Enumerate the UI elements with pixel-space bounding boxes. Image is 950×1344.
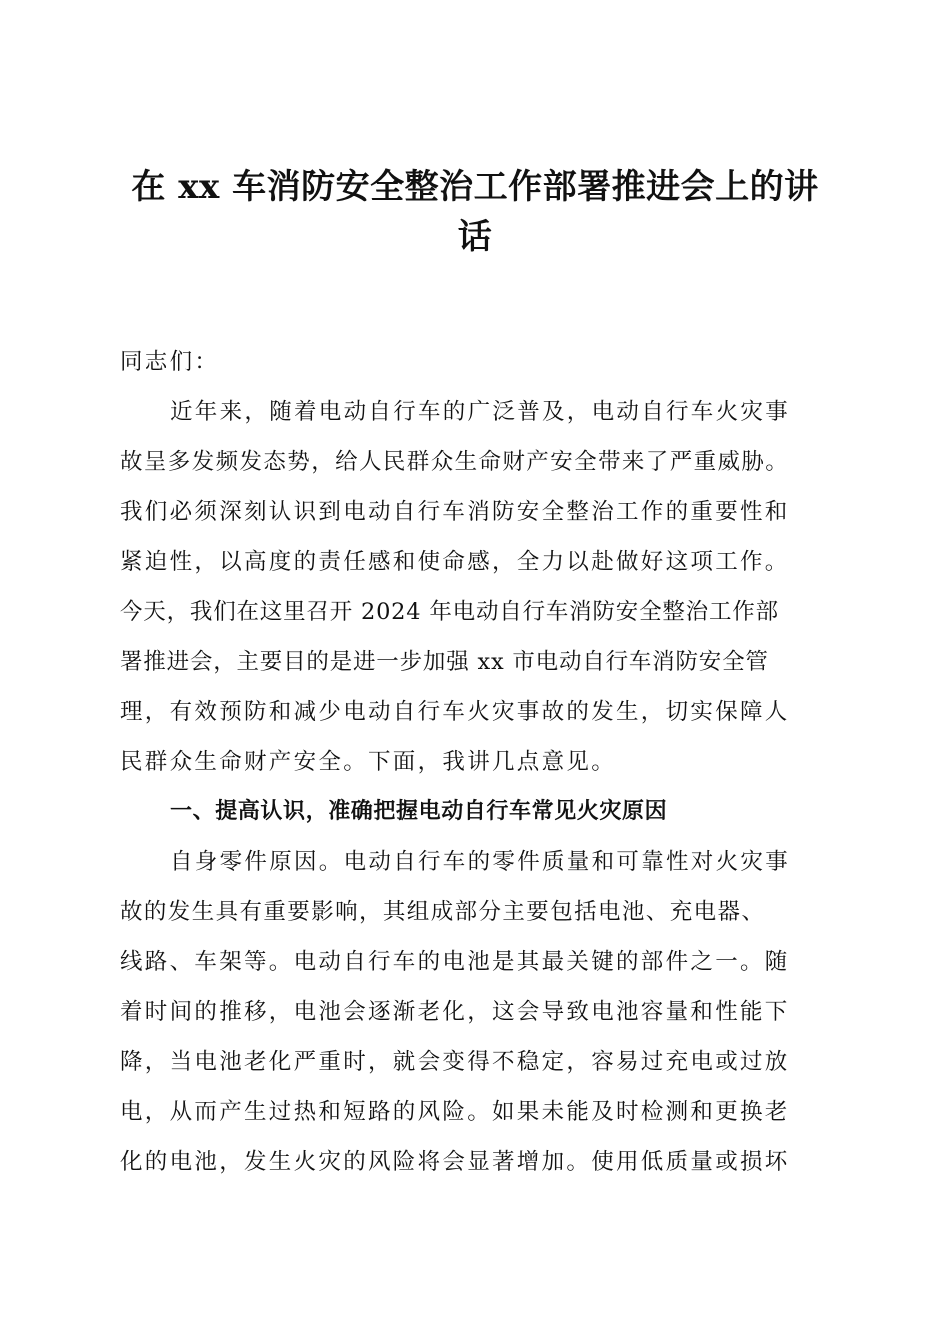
section-paragraph-line: 降，当电池老化严重时，就会变得不稳定，容易过充电或过放 — [120, 1049, 790, 1075]
salutation: 同志们： — [120, 349, 220, 375]
title-line-1: 在 xx 车消防安全整治工作部署推进会上的讲 — [131, 167, 819, 207]
title-line-2: 话 — [457, 217, 493, 257]
intro-paragraph-line: 近年来，随着电动自行车的广泛普及，电动自行车火灾事 — [170, 399, 791, 425]
intro-paragraph-line: 署推进会，主要目的是进一步加强 xx 市电动自行车消防安全管 — [120, 649, 769, 675]
section-paragraph-line: 线路、车架等。电动自行车的电池是其最关键的部件之一。随 — [120, 949, 790, 975]
intro-paragraph-line: 今天，我们在这里召开 2024 年电动自行车消防安全整治工作部 — [120, 599, 779, 625]
intro-paragraph-line: 故呈多发频发态势，给人民群众生命财产安全带来了严重威胁。 — [120, 449, 790, 475]
intro-paragraph-line: 紧迫性，以高度的责任感和使命感，全力以赴做好这项工作。 — [120, 549, 790, 575]
section-paragraph-line: 故的发生具有重要影响，其组成部分主要包括电池、充电器、 — [120, 899, 766, 925]
intro-paragraph-line: 理，有效预防和减少电动自行车火灾事故的发生，切实保障人 — [120, 699, 790, 725]
section-paragraph-line: 着时间的推移，电池会逐渐老化，这会导致电池容量和性能下 — [120, 999, 790, 1025]
document-title — [110, 162, 840, 262]
intro-paragraph-line: 民群众生命财产安全。下面，我讲几点意见。 — [120, 749, 617, 775]
intro-paragraph-line: 我们必须深刻认识到电动自行车消防安全整治工作的重要性和 — [120, 499, 790, 525]
section-paragraph-line: 自身零件原因。电动自行车的零件质量和可靠性对火灾事 — [170, 849, 791, 875]
section-paragraph-line: 电，从而产生过热和短路的风险。如果未能及时检测和更换老 — [120, 1099, 790, 1125]
section-heading: 一、提高认识，准确把握电动自行车常见火灾原因 — [170, 799, 668, 824]
document-body — [120, 337, 832, 1187]
section-paragraph-line: 化的电池，发生火灾的风险将会显著增加。使用低质量或损坏 — [120, 1149, 790, 1175]
